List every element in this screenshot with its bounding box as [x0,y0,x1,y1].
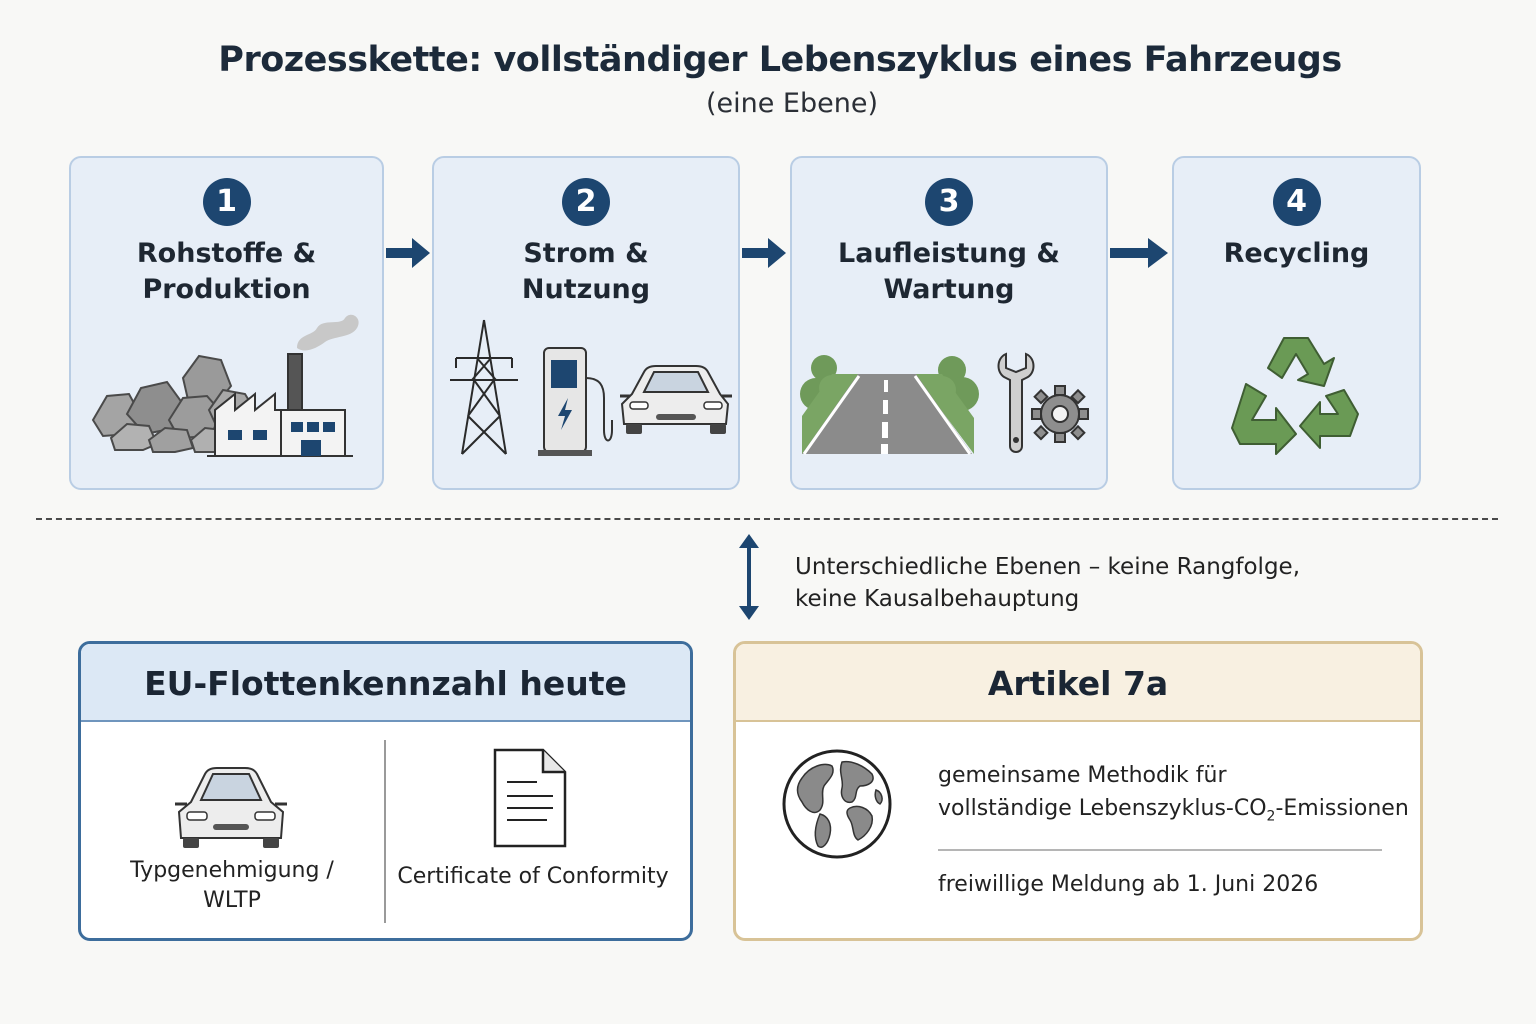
step-1-illustration [71,158,386,492]
separator-note: Unterschiedliche Ebenen – keine Rangfolge, keine Kausalbehauptung [795,554,1301,612]
diagram-subtitle: (eine Ebene) [705,88,879,119]
gear-icon [1032,386,1088,442]
step-label: Recycling [1223,238,1370,269]
step-2-box [432,156,740,490]
methodology-text [938,759,1409,833]
car-icon [171,754,291,854]
methodology-line-b [938,792,1409,833]
diagram-title: Prozesskette: vollständiger Lebenszyklus eines Fahrzeugs [218,40,1342,80]
flow-arrow-3 [1110,236,1170,270]
wrench-icon [999,354,1034,452]
level-separator-line [36,518,1498,520]
step-3-illustration [792,158,1110,492]
vertical-divider [384,740,386,923]
step-label: Strom & Nutzung [521,238,651,305]
flow-arrow-1 [386,236,432,270]
step-4-illustration [1174,158,1423,492]
step-number-badge: 3 [925,178,973,226]
article-box-title: Artikel 7a [736,644,1420,722]
methodology-line-a: gemeinsame Methodik für [938,763,1227,788]
globe-icon [780,744,894,866]
flow-arrow-2 [742,236,788,270]
coc-label: Certificate of Conformity [397,864,669,889]
step-label: Rohstoffe & Produktion [136,238,317,305]
charging-station-icon [538,348,612,456]
article-divider [938,849,1382,851]
road-icon [800,355,979,454]
step-number-badge: 2 [562,178,610,226]
recycle-icon [1232,338,1358,454]
power-pylon-icon [450,320,518,454]
type-approval-label: Typgenehmigung / WLTP [130,858,334,913]
step-number-badge: 1 [203,178,251,226]
step-label: Laufleistung & Wartung [838,238,1060,305]
eu-fleet-metric-box [78,641,693,941]
step-3-box [790,156,1108,490]
step-4-box [1172,156,1421,490]
voluntary-reporting-text: freiwillige Meldung ab 1. Juni 2026 [938,872,1319,897]
methodology-line-b-main: vollständige Lebenszyklus-CO [938,796,1267,821]
article-7a-box [733,641,1423,941]
document-icon [491,748,571,848]
step-number-badge: 4 [1273,178,1321,226]
bidirectional-arrow-icon [734,532,764,622]
eu-box-title: EU-Flottenkennzahl heute [81,644,690,722]
car-icon [620,366,732,434]
step-2-illustration [434,158,742,492]
co2-subscript: 2 [1266,808,1276,825]
step-1-box [69,156,384,490]
methodology-line-b-end: -Emissionen [1275,796,1409,821]
